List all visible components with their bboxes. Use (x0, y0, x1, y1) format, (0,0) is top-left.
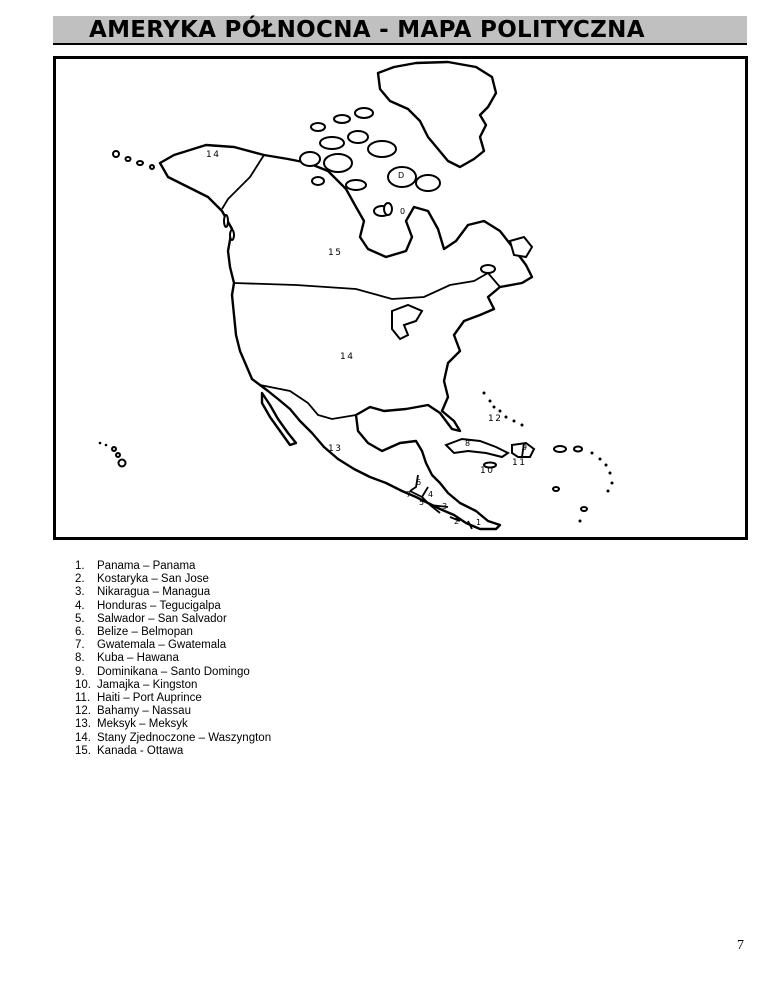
legend-item: 6. Belize – Belmopan (75, 626, 193, 639)
island-shape (346, 180, 366, 190)
island-shape (300, 152, 320, 166)
label-hudson-digit: 0 (400, 207, 406, 216)
hawaii-islands (99, 442, 126, 467)
island-shape (334, 115, 350, 123)
island-shape (481, 265, 495, 273)
page-title: AMERYKA PÓŁNOCNA - MAPA POLITYCZNA (89, 17, 645, 43)
lesser-antilles (553, 447, 614, 523)
legend-item: 2. Kostaryka – San Jose (75, 573, 209, 586)
legend-item: 10. Jamajka – Kingston (75, 678, 198, 691)
cuba-shape (446, 439, 508, 457)
legend-item: 5. Salwador – San Salvador (75, 612, 227, 625)
island-shape (384, 203, 392, 215)
label-panama: 1 (476, 518, 482, 527)
legend-item: 13. Meksyk – Meksyk (75, 718, 188, 731)
label-nicaragua: 3 (442, 502, 448, 511)
island-shape (416, 175, 440, 191)
north-america-map (56, 59, 745, 537)
legend-item: 3. Nikaragua – Managua (75, 586, 211, 599)
label-belize: 6 (416, 478, 422, 487)
legend-list (75, 560, 271, 758)
label-canada: 15 (328, 248, 343, 258)
legend-item: 9. Dominikana – Santo Domingo (75, 665, 250, 678)
label-haiti: 11 (512, 458, 527, 468)
legend-item: 4. Honduras – Tegucigalpa (75, 599, 221, 612)
label-dominicana: 9 (522, 443, 528, 452)
label-honduras: 4 (428, 490, 434, 499)
legend-item: 15. Kanada - Ottawa (75, 744, 184, 757)
island-shape (348, 131, 368, 143)
legend-item: 12. Bahamy – Nassau (75, 705, 191, 718)
legend-item: 7. Gwatemala – Gwatemala (75, 639, 227, 652)
island-shape (312, 177, 324, 185)
island-shape (311, 123, 325, 131)
continent-shape (160, 145, 532, 529)
island-shape (320, 137, 344, 149)
label-costa-rica: 2 (454, 517, 460, 526)
label-bahamas: 12 (488, 414, 503, 424)
label-mexico: 13 (328, 444, 343, 454)
island-shape (355, 108, 373, 118)
aleutian-islands (113, 151, 154, 169)
map-frame (53, 56, 748, 540)
legend-item: 11. Haiti – Port Auprince (75, 692, 202, 705)
legend-item: 8. Kuba – Hawana (75, 652, 179, 665)
legend-item: 14. Stany Zjednoczone – Waszyngton (75, 731, 272, 744)
newfoundland-shape (510, 237, 532, 257)
label-hudson-letter: D (398, 171, 405, 180)
puerto-rico-shape (554, 446, 566, 452)
island-shape (324, 154, 352, 172)
label-alaska: 14 (206, 150, 221, 160)
page-number: 7 (737, 938, 744, 953)
legend-item: 1. Panama – Panama (75, 560, 196, 572)
label-guatemala: 7 (406, 490, 412, 499)
island-shape (368, 141, 396, 157)
title-bar (53, 16, 747, 45)
label-jamaica: 10 (480, 466, 495, 476)
label-salvador: 5 (419, 498, 425, 507)
label-cuba: 8 (465, 439, 471, 448)
label-usa: 14 (340, 352, 355, 362)
